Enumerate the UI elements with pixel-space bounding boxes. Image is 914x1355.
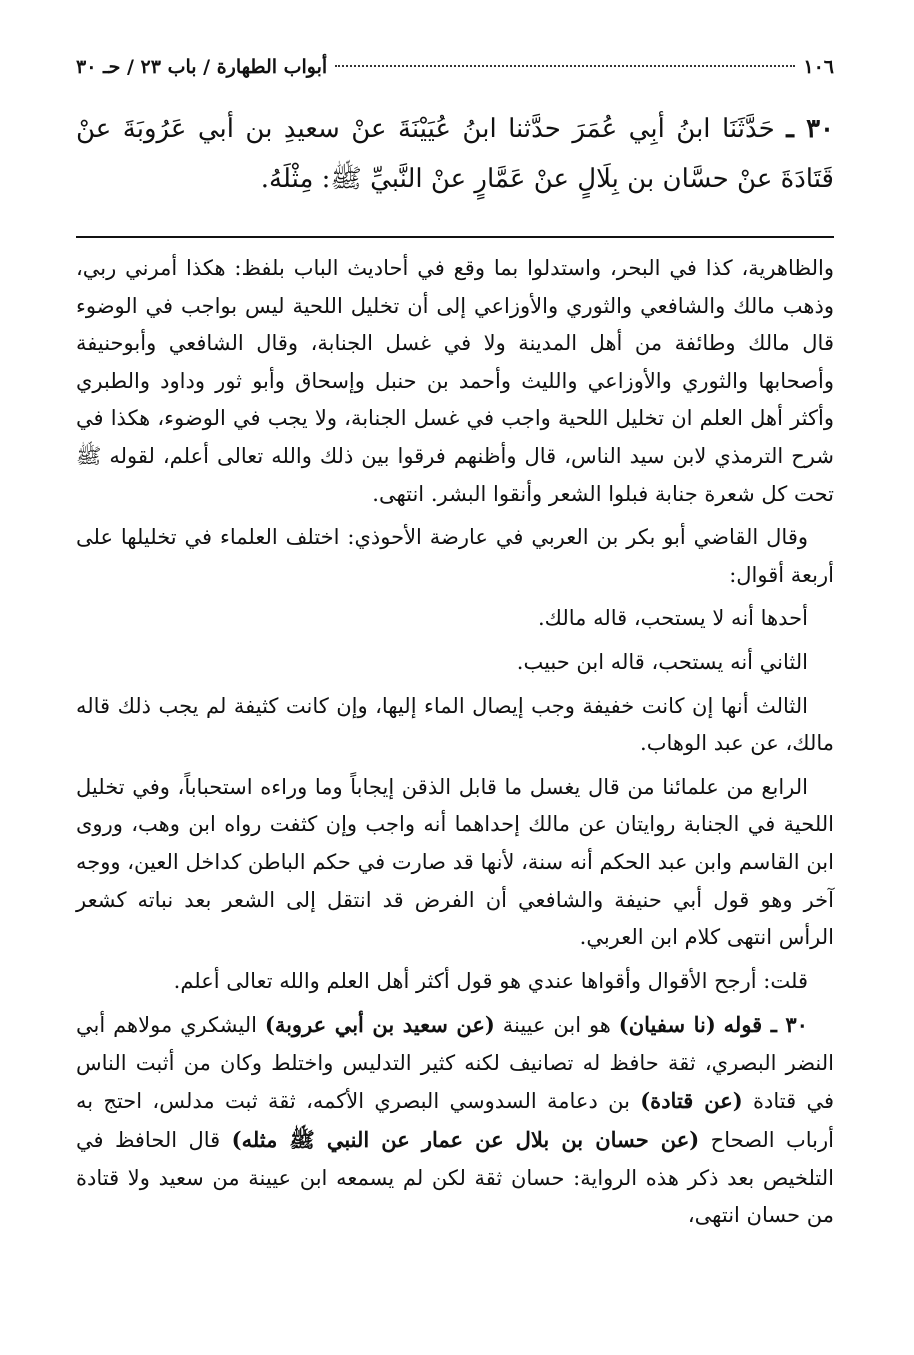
note-text: اليشكري مولاهم أبي النضر البصري، ثقة حافظ له تصانيف لكنه كثير التدليس واختلط وكان من أثبت الناس في قتادة bbox=[76, 1013, 835, 1114]
header-dot-leader bbox=[335, 65, 795, 67]
hadith-number: ٣٠ ـ bbox=[786, 114, 834, 144]
note-text: هو ابن عيينة bbox=[502, 1013, 611, 1038]
page-number: ١٠٦ bbox=[803, 56, 834, 78]
commentary-paragraph: الرابع من علمائنا من قال يغسل ما قابل الذقن إيجاباً وما وراءه استحباباً، وفي تخليل اللحية في الجنابة روايتان عن مالك إحداهما أنه واجب وإن كثفت رواه ابن وهب، وروى ابن القاسم وابن عبد الحكم أنه سنة، لأنها قد صارت في حكم الباطن كداخل العين، ووجه آخر وهو قول أبي حنيفة والشافعي أن الفرض قد انتقل إلى الشعر بعد نباته كشعر الرأس انتهى كلام ابن العربي. bbox=[76, 774, 834, 950]
note-number: ٣٠ ـ قوله bbox=[723, 1012, 808, 1038]
commentary-paragraph: والظاهرية، كذا في البحر، واستدلوا بما وقع في أحاديث الباب بلفظ: هكذا أمرني ربي، وذهب مالك والشافعي والثوري والأوزاعي إلى أن تخليل اللحية ليس بواجب في الوضوء قال مالك وطائفة من أهل المدينة ولا في غسل الجنابة، وقال الشافعي وأبوحنيفة وأصحابها والثوري والأوزاعي والليث وأحمد بن حنبل وإسحاق وأبو ثور وداود والطبري وأكثر أهل العلم ان تخليل اللحية واجب في غسل الجنابة، ولا يجب في الوضوء، هكذا في شرح الترمذي لابن سيد الناس، قال وأظنهم فرقوا بين ذلك والله تعالى أعلم، لقوله ﷺ تحت كل شعرة جنابة فبلوا الشعر وأنقوا البشر. انتهى. bbox=[76, 256, 834, 506]
commentary-paragraph: قلت: أرجح الأقوال وأقواها عندي هو قول أكثر أهل العلم والله تعالى أعلم. bbox=[173, 968, 808, 993]
hadith-text-block bbox=[76, 104, 834, 204]
commentary-paragraph: وقال القاضي أبو بكر بن العربي في عارضة الأحوذي: اختلف العلماء في تخليلها على أربعة أقوال: bbox=[76, 525, 834, 587]
note-text: قال الحافظ في التلخيص بعد ذكر هذه الرواية: حسان ثقة لكن لم يسمعه ابن عيينة من سعيد ولا قتادة من حسان انتهى، bbox=[76, 1128, 834, 1228]
note-text: بن دعامة السدوسي البصري الأكمه، ثقة ثبت مدلس، احتج به أرباب الصحاح bbox=[76, 1089, 835, 1153]
page-header bbox=[76, 56, 834, 90]
quoted-phrase: (عن سعيد بن أبي عروبة) bbox=[264, 1012, 495, 1038]
running-title: أبواب الطهارة / باب ٢٣ / حـ ٣٠ bbox=[76, 56, 328, 78]
hadith-text: حَدَّثَنَا ابنُ أبِي عُمَرَ حدَّثنا ابنُ عُيَيْنَةَ عنْ سعيدِ بن أبي عَرُوبَةَ عنْ قَتَادَةَ عنْ حسَّان بن بِلَالٍ عنْ عَمَّارٍ عنْ النَّبيِّ ﷺ: مِثْلَهُ. bbox=[76, 114, 834, 194]
commentary-paragraph-notes bbox=[76, 1006, 834, 1235]
commentary-paragraph: الثالث أنها إن كانت خفيفة وجب إيصال الماء إليها، وإن كانت كثيفة لم يجب ذلك قاله مالك، عن عبد الوهاب. bbox=[76, 693, 834, 756]
quoted-phrase: (عن قتادة) bbox=[640, 1088, 743, 1114]
commentary-paragraph: الثاني أنه يستحب، قاله ابن حبيب. bbox=[516, 649, 808, 674]
quoted-phrase: (نا سفيان) bbox=[618, 1012, 716, 1038]
commentary-paragraph: أحدها أنه لا يستحب، قاله مالك. bbox=[538, 606, 808, 631]
quoted-phrase: (عن حسان بن بلال عن عمار عن النبي ﷺ مثله) bbox=[231, 1127, 700, 1153]
footnote-separator-line bbox=[76, 236, 834, 238]
commentary-block bbox=[76, 250, 834, 1241]
